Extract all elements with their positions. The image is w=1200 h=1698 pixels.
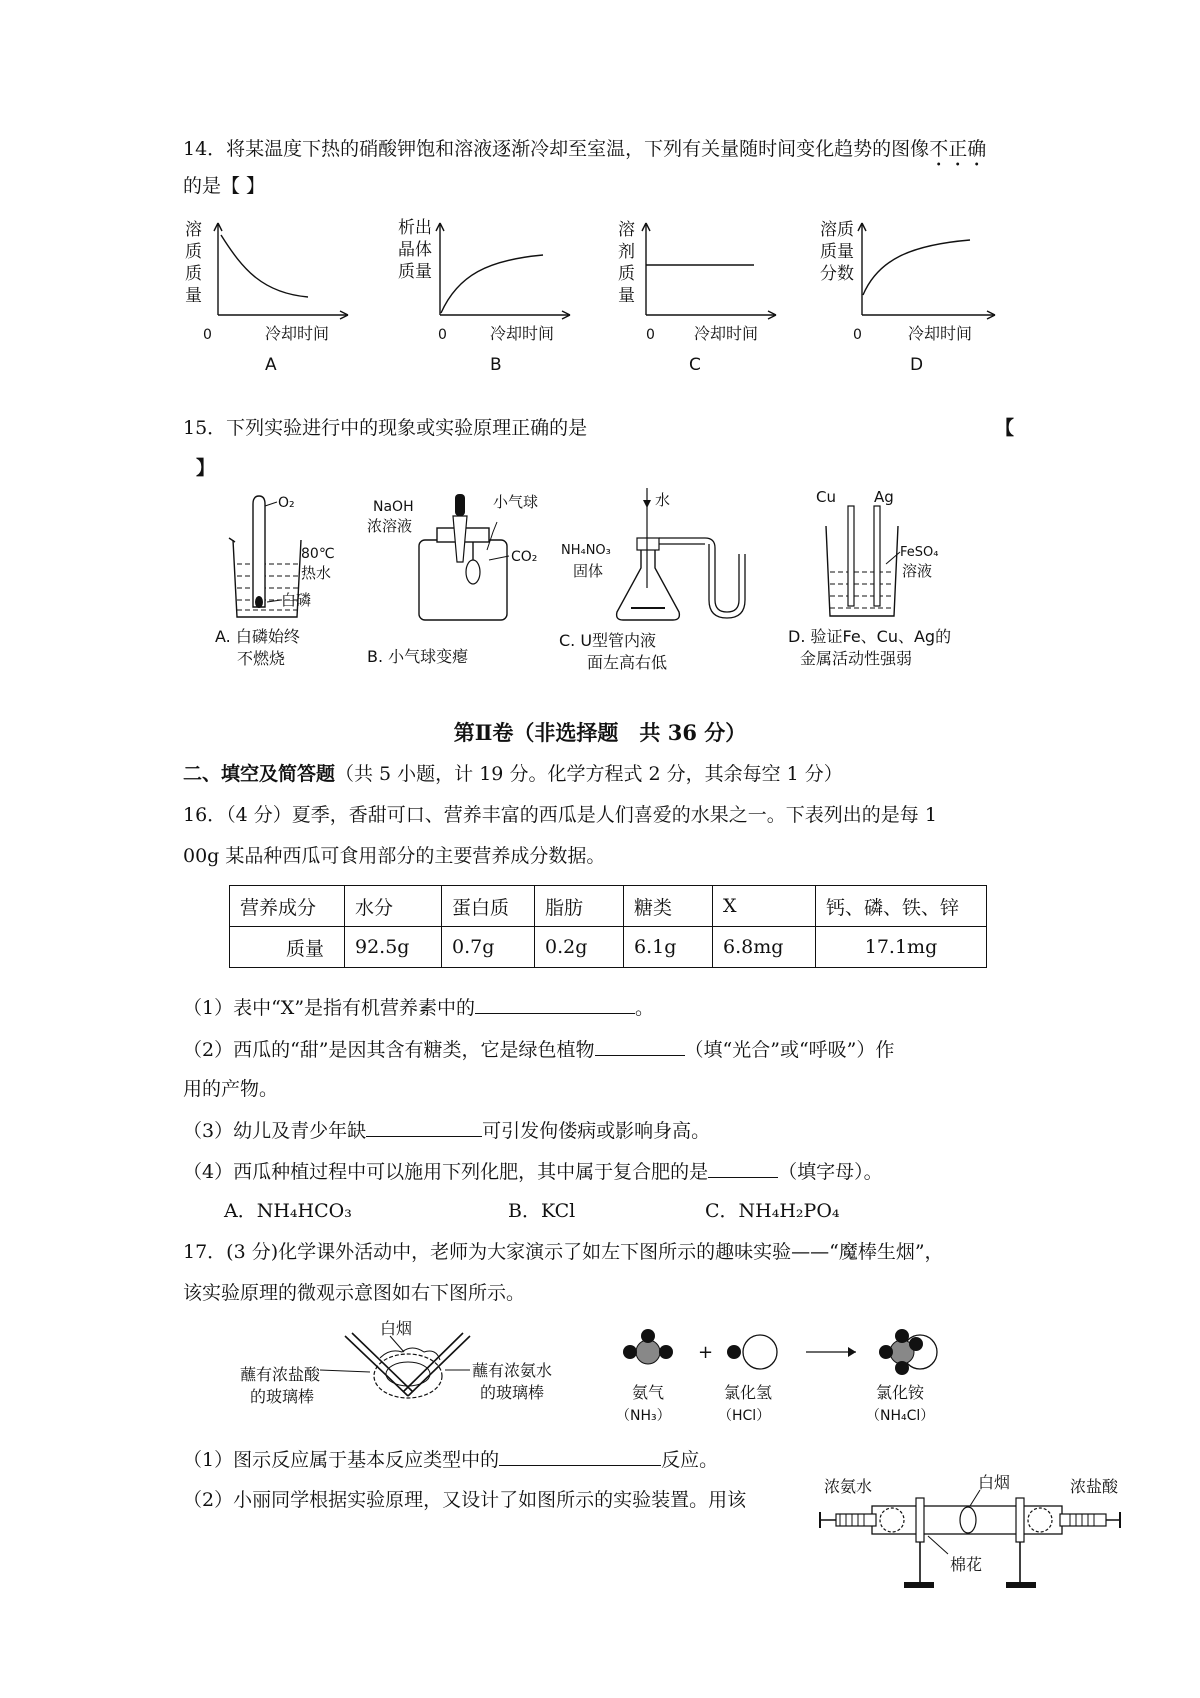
q17-sub-1-end: 反应。 [661, 1449, 719, 1471]
q16-sub-1-text: （1）表中“X”是指有机营养素中的 [183, 997, 476, 1019]
apparatus-b-caption: B. 小气球变瘪 [367, 647, 469, 666]
table-header-cell: 蛋白质 [442, 886, 535, 927]
table-cell: 6.8mg [713, 927, 816, 968]
apparatus-c-nh4no3: NH₄NO₃ [561, 543, 611, 558]
apparatus-b-co2: CO₂ [511, 549, 538, 565]
q15-line1: 15．下列实验进行中的现象或实验原理正确的是 [183, 417, 588, 439]
apparatus-smoke-label: 白烟 [978, 1473, 1011, 1492]
graph-c-xlabel: 冷却时间 [694, 324, 759, 343]
molecule-ammonia-formula: （NH₃） [616, 1408, 671, 1424]
micro-reaction-diagram [610, 1322, 980, 1432]
q16-sub-4 [183, 1157, 883, 1186]
graph-c-ylabel-4: 量 [618, 286, 635, 306]
q16-sub-3-text: （3）幼儿及青少年缺 [183, 1120, 367, 1142]
q16-option-a: A．NH₄HCO₃ [224, 1200, 352, 1222]
graph-a [183, 215, 363, 375]
graph-a-xlabel: 冷却时间 [265, 324, 330, 343]
graph-a-letter: A [265, 355, 277, 375]
apparatus-b-naoh-solution: 浓溶液 [367, 517, 413, 535]
apparatus-b [367, 492, 545, 672]
apparatus-c-caption-1: C. U型管内液 [559, 631, 657, 650]
graph-a-ylabel-4: 量 [185, 286, 202, 306]
apparatus-ammonia-label: 浓氨水 [824, 1477, 873, 1496]
apparatus-c-solid: 固体 [573, 562, 604, 580]
table-header-cell: 脂肪 [535, 886, 624, 927]
answer-blank[interactable] [475, 993, 635, 1014]
table-header-cell: 钙、磷、铁、锌 [816, 886, 987, 927]
wand-right-label-2: 的玻璃棒 [480, 1383, 545, 1402]
graph-c-letter: C [689, 355, 701, 375]
apparatus-c-caption-2: 面左高右低 [587, 653, 668, 672]
graph-a-ylabel-2: 质 [185, 242, 202, 262]
q14-text: 14．将某温度下热的硝酸钾饱和溶液逐渐冷却至室温，下列有关量随时间变化趋势的图像 [183, 138, 930, 160]
q16-sub-1 [183, 993, 654, 1022]
answer-blank[interactable] [595, 1035, 685, 1056]
table-row [230, 927, 987, 968]
apparatus-d-caption-2: 金属活动性强弱 [800, 649, 913, 668]
graph-c-ylabel-2: 剂 [618, 242, 635, 262]
plus-sign: + [698, 1342, 714, 1363]
section-heading-bold: 二、填空及简答题 [183, 763, 336, 785]
graph-a-ylabel-1: 溶 [185, 220, 202, 240]
table-cell: 质量 [230, 927, 345, 968]
molecule-nh4cl-formula: （NH₄Cl） [866, 1408, 935, 1424]
apparatus-cotton-label: 棉花 [950, 1555, 983, 1574]
table-cell: 92.5g [345, 927, 442, 968]
apparatus-d-ag: Ag [874, 488, 894, 506]
graph-a-ylabel-3: 质 [185, 264, 202, 284]
q17-intro-2: 该实验原理的微观示意图如右下图所示。 [183, 1282, 526, 1304]
q16-sub-4-text: （4）西瓜种植过程中可以施用下列化肥，其中属于复合肥的是 [183, 1161, 709, 1183]
table-cell: 0.7g [442, 927, 535, 968]
apparatus-a-caption-1: A. 白磷始终 [215, 627, 300, 646]
graph-b-letter: B [490, 355, 502, 375]
apparatus-b-balloon: 小气球 [493, 493, 539, 511]
wand-smoke-label: 白烟 [380, 1319, 413, 1338]
apparatus-a-p: 白磷 [281, 591, 312, 609]
graph-b-ylabel-1: 析出 [398, 218, 432, 238]
table-header-row [230, 886, 987, 927]
apparatus-d-cu: Cu [816, 488, 836, 506]
q16-option-b: B．KCl [508, 1200, 576, 1222]
q17-sub-1-text: （1）图示反应属于基本反应类型中的 [183, 1449, 500, 1471]
wand-left-label-1: 蘸有浓盐酸 [240, 1365, 321, 1384]
q16-intro-1: 16．（4 分）夏季，香甜可口、营养丰富的西瓜是人们喜爱的水果之一。下表列出的是每 1 [183, 804, 937, 826]
table-header-cell: 营养成分 [230, 886, 345, 927]
apparatus-c-water: 水 [655, 491, 671, 509]
answer-blank[interactable] [708, 1157, 778, 1178]
q16-intro-2: 00g 某品种西瓜可食用部分的主要营养成分数据。 [183, 845, 606, 867]
apparatus-hcl-label: 浓盐酸 [1070, 1477, 1119, 1496]
table-header-cell: 水分 [345, 886, 442, 927]
q15-bracket-close: 】 [196, 457, 216, 479]
q17-sub-2: （2）小丽同学根据实验原理，又设计了如图所示的实验装置。用该 [183, 1489, 747, 1511]
apparatus-d-caption-1: D. 验证Fe、Cu、Ag的 [788, 627, 952, 646]
section-title: 第Ⅱ卷（非选择题 共 36 分） [453, 720, 747, 745]
table-header-cell: 糖类 [624, 886, 713, 927]
apparatus-d [788, 488, 990, 672]
table-cell: 0.2g [535, 927, 624, 968]
molecule-hcl-formula: （HCl） [718, 1408, 771, 1424]
q16-sub-1-end: 。 [635, 997, 655, 1019]
section-heading-rest: （共 5 小题，计 19 分。化学方程式 2 分，其余每空 1 分） [335, 763, 843, 785]
q16-sub-4-end: （填字母）。 [778, 1161, 883, 1183]
wand-right-label-1: 蘸有浓氨水 [472, 1361, 553, 1380]
graph-d-origin: 0 [853, 327, 862, 343]
q16-sub-3-end: 可引发佝偻病或影响身高。 [482, 1120, 711, 1142]
graph-c-ylabel-3: 质 [618, 264, 635, 284]
molecule-nh4cl-label: 氯化铵 [876, 1383, 925, 1402]
graph-d-ylabel-1: 溶质 [820, 220, 854, 240]
apparatus-c [559, 488, 765, 678]
graph-d-xlabel: 冷却时间 [908, 324, 973, 343]
apparatus-d-solution: 溶液 [902, 562, 933, 580]
graph-b-ylabel-2: 晶体 [398, 240, 432, 260]
answer-blank[interactable] [366, 1116, 482, 1137]
apparatus-a-caption-2: 不燃烧 [237, 649, 286, 668]
graph-a-origin: 0 [203, 327, 212, 343]
wand-left-label-2: 的玻璃棒 [250, 1387, 315, 1406]
graph-b-origin: 0 [438, 327, 447, 343]
answer-blank[interactable] [499, 1445, 661, 1466]
apparatus-a-water: 热水 [301, 564, 332, 582]
q14-emphasis: 不正确 [929, 138, 987, 160]
q16-sub-2-end: （填“光合”或“呼吸”）作 [684, 1039, 895, 1061]
graph-b-ylabel-3: 质量 [398, 262, 432, 282]
table-cell: 6.1g [624, 927, 713, 968]
apparatus-b-naoh: NaOH [373, 499, 414, 515]
q16-option-c: C．NH₄H₂PO₄ [705, 1200, 840, 1222]
graph-d-ylabel-3: 分数 [820, 264, 854, 284]
q16-sub-2-cont: 用的产物。 [183, 1078, 279, 1100]
q15-bracket-open: 【 [995, 417, 1015, 439]
q17-intro-1: 17．(3 分)化学课外活动中，老师为大家演示了如左下图所示的趣味实验——“魔棒生烟”， [183, 1241, 944, 1263]
apparatus-a-temp: 80℃ [301, 546, 335, 562]
graph-c-ylabel-1: 溶 [618, 220, 635, 240]
apparatus-a-o2: O₂ [278, 495, 295, 511]
molecule-ammonia-label: 氨气 [632, 1383, 665, 1402]
magic-wand-figure [240, 1318, 580, 1418]
apparatus-a [215, 492, 355, 672]
section-heading [183, 760, 843, 788]
q16-sub-2 [183, 1035, 894, 1064]
graph-d [820, 215, 1010, 375]
table-cell: 17.1mg [816, 927, 987, 968]
graph-d-ylabel-2: 质量 [820, 242, 854, 262]
graph-d-letter: D [910, 355, 924, 375]
q17-sub-1 [183, 1445, 718, 1474]
molecule-hcl-label: 氯化氢 [724, 1383, 773, 1402]
apparatus-d-feso4: FeSO₄ [900, 545, 939, 560]
table-header-cell: X [713, 886, 816, 927]
graph-b-xlabel: 冷却时间 [490, 324, 555, 343]
graph-b [398, 215, 578, 375]
nutrition-table [229, 885, 987, 968]
q14-line2: 的是【 】 [183, 175, 266, 197]
q14-line1 [183, 135, 986, 171]
q17-apparatus [820, 1470, 1150, 1600]
graph-c [616, 215, 796, 375]
graph-c-origin: 0 [646, 327, 655, 343]
q16-sub-3 [183, 1116, 710, 1145]
q16-sub-2-text: （2）西瓜的“甜”是因其含有糖类，它是绿色植物 [183, 1039, 595, 1061]
